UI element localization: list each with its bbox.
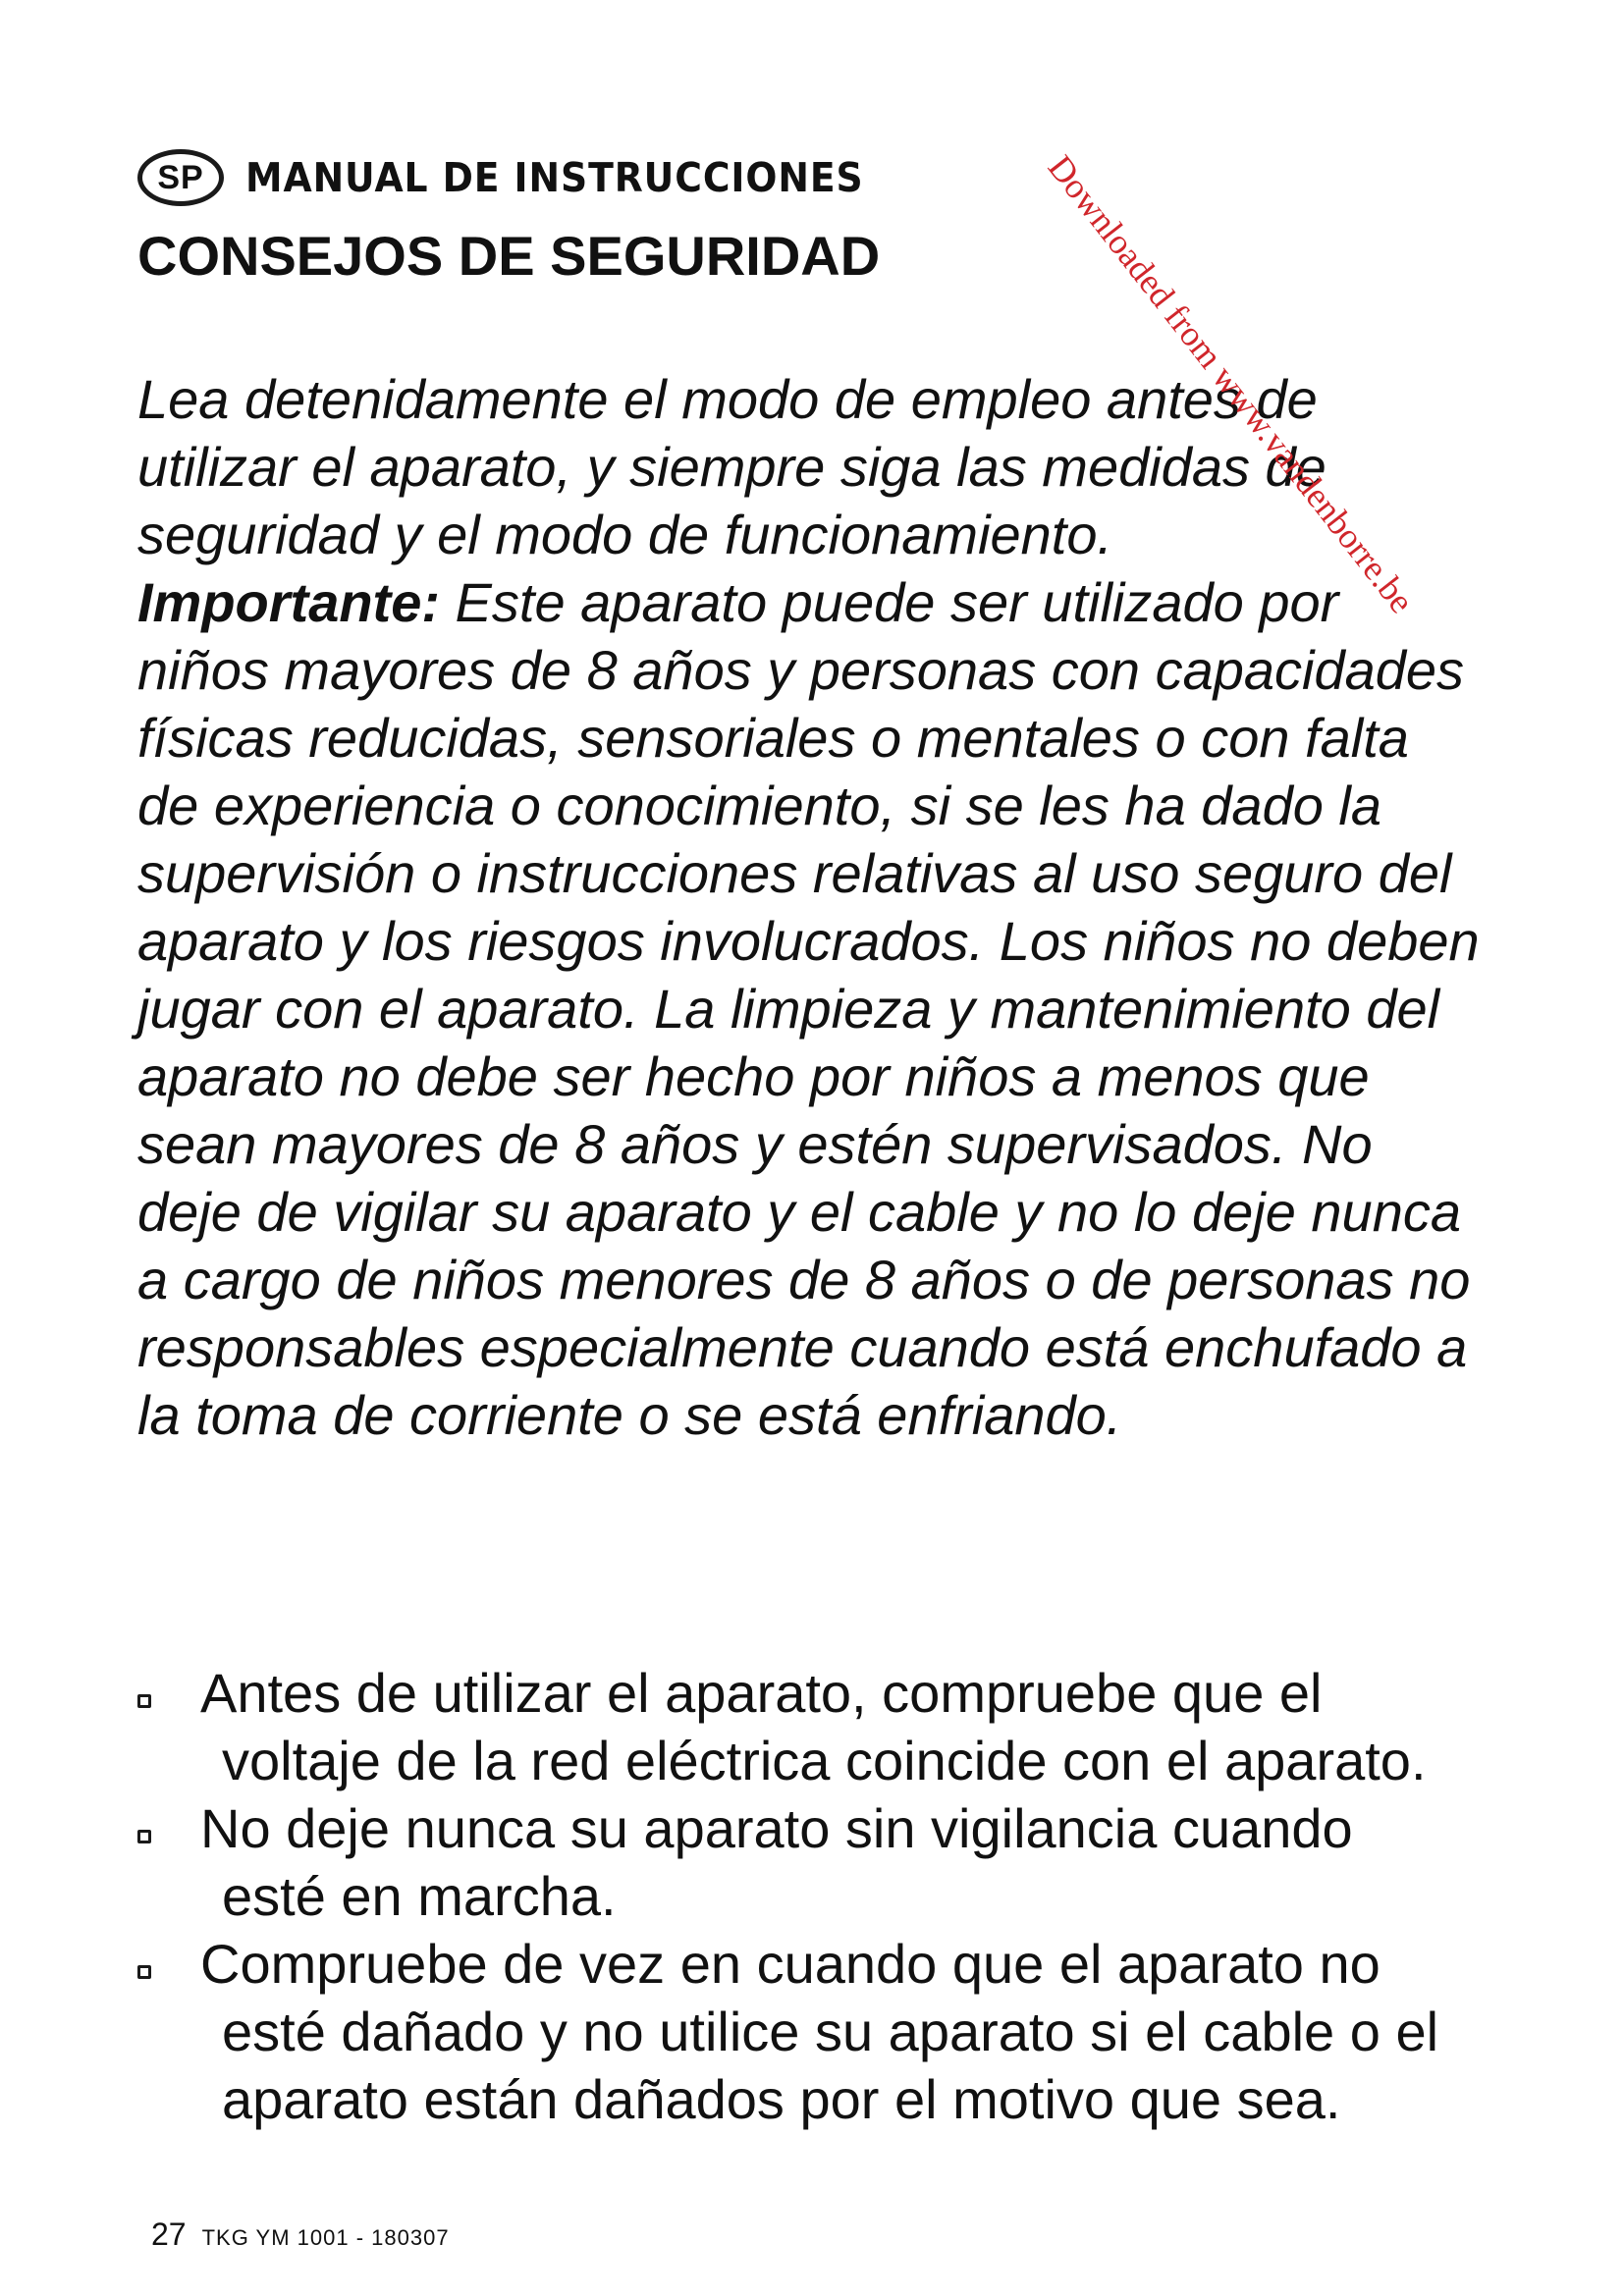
- bullet-line: Antes de utilizar el aparato, compruebe que el: [200, 1662, 1323, 1724]
- bullet-line: esté dañado y no utilice su aparato si el cable o el: [222, 2001, 1439, 2062]
- list-item: [137, 1930, 1532, 2133]
- model-code: TKG YM 1001 - 180307: [201, 2225, 450, 2250]
- bullet-line: No deje nunca su aparato sin vigilancia cuando: [200, 1797, 1353, 1859]
- bullet-line: esté en marcha.: [222, 1865, 617, 1927]
- page-footer: [151, 2216, 450, 2253]
- list-item: [137, 1659, 1532, 1794]
- safety-bullet-list: [137, 1659, 1532, 2133]
- language-badge: SP: [137, 149, 224, 206]
- bullet-line: Compruebe de vez en cuando que el aparato no: [200, 1933, 1380, 1995]
- bullet-line: aparato están dañados por el motivo que sea.: [222, 2068, 1341, 2130]
- intro-lead-text: Lea detenidamente el modo de empleo antes de utilizar el aparato, y siempre siga las medidas de seguridad y el modo de funcionamiento.: [137, 368, 1326, 565]
- manual-title: MANUAL DE INSTRUCCIONES: [245, 154, 864, 201]
- checkbox-bullet-icon: [137, 1965, 151, 1979]
- checkbox-bullet-icon: [137, 1830, 151, 1843]
- document-header: [137, 149, 917, 206]
- checkbox-bullet-icon: [137, 1694, 151, 1708]
- list-item: [137, 1794, 1532, 1930]
- important-label: Importante:: [137, 571, 440, 633]
- important-text: Este aparato puede ser utilizado por niños mayores de 8 años y personas con capacidades físicas reducidas, sensoriales o mentales o con falta de experiencia o conocimiento, si se les ha dado la supervisión o instrucciones relativas al uso seguro del aparato y los riesgos involucrados. Los niños no deben jugar con el aparato. La limpieza y mantenimiento del aparato no debe ser hecho por niños a menos que sean mayores de 8 años y estén supervisados. No deje de vigilar su aparato y el cable y no lo deje nunca a cargo de niños menores de 8 años o de personas no responsables especialmente cuando está enchufado a la toma de corriente o se está enfriando.: [137, 571, 1480, 1446]
- page-number: 27: [151, 2216, 187, 2252]
- download-watermark: Downloaded from www.vandenborre.be: [1040, 147, 1422, 620]
- intro-paragraph: [137, 365, 1483, 1449]
- section-title: CONSEJOS DE SEGURIDAD: [137, 225, 881, 287]
- bullet-line: voltaje de la red eléctrica coincide con el aparato.: [222, 1730, 1427, 1791]
